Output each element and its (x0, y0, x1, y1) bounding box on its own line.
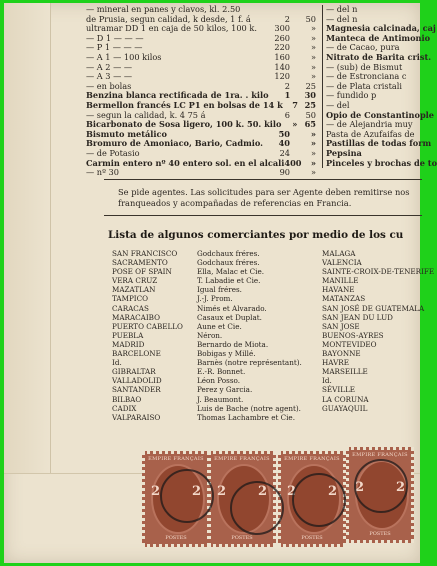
merchant-list-left (112, 249, 327, 422)
list-item: POSE OF SPAIN Ella, Malac et Cie. (112, 267, 265, 277)
postage-stamps (142, 451, 422, 551)
price-row: Bismuto metálico 50 » (86, 128, 316, 139)
list-item: Id. Barnès (notre représentant). (112, 358, 302, 368)
list-item: CADIX Luis de Bache (notre agent). (112, 403, 301, 413)
price-row: ultramar DD 1 en caja de 50 kilos, 100 k. 300 » (86, 23, 316, 34)
price-row: — segun la calidad, k. 4 75 á 6 50 (86, 109, 316, 120)
folded-edge (4, 3, 51, 473)
section-divider (104, 215, 422, 216)
list-item: BAYONNE (322, 349, 361, 359)
list-item: PUERTO CABELLO Aune et Cie. (112, 321, 242, 331)
price-row-right: Pastillas de todas form (326, 138, 432, 149)
list-item: MONTEVIDEO (322, 339, 377, 349)
price-row: Bermellon francés LC P1 en bolsas de 14 k 7 25 (86, 99, 316, 110)
price-row: Bromuro de Amoniaco, Bario, Cadmio. 40 » (86, 138, 316, 149)
price-row: Bicarbonato de Sosa ligero, 100 k. 50. kilo » 65 (86, 119, 316, 130)
price-row: de Prusia, segun calidad, k desde, 1 f. á 2 50 (86, 13, 316, 24)
price-row: — mineral en panes y clavos, kl. 2.50 (86, 4, 241, 14)
list-item: VERA CRUZ T. Labadie et Cie. (112, 276, 261, 286)
price-row: — nº 30 90 » (86, 167, 316, 178)
price-row-right: — del (326, 99, 350, 110)
price-row-right: — del n (326, 13, 358, 24)
list-item: SAN JOSE (322, 321, 360, 331)
list-item: HAVANE (322, 285, 355, 295)
list-item: CARACAS Nimés et Alvarado. (112, 303, 267, 313)
price-row-right: Opio de Constantinople (326, 109, 434, 120)
postmark-cancel (354, 459, 408, 513)
list-item: MALAGA (322, 249, 356, 258)
price-row-right: Pasta de Azufaifas de (326, 128, 415, 139)
postage-stamp: EMPIRE FRANÇAIS 2 2 POSTES (208, 451, 276, 547)
list-item: BUENOS-AYRES (322, 330, 384, 340)
price-row: Benzina blanca rectificada de 1ra. . kilo 1 30 (86, 90, 316, 101)
price-row-right: — (sub) de Bismut (326, 61, 403, 72)
price-row: — A 2 — — 140 » (86, 61, 316, 72)
list-item: MATANZAS (322, 294, 366, 304)
list-item: MARSEILLE (322, 367, 368, 377)
price-row: — A 3 — — 120 » (86, 71, 316, 82)
price-row: — P 1 — — — 220 » (86, 42, 316, 53)
list-item: BARCELONE Bobigas y Millé. (112, 349, 256, 359)
agent-notice: Se pide agentes. Las solicitudes para ser Agente deben remitirse nos franqueados y acompañadas de referencias en Francia. (118, 187, 410, 208)
list-item: MANILLE (322, 276, 359, 286)
list-item: HAVRE (322, 358, 349, 368)
list-item: MADRID Bernardo de Miota. (112, 339, 269, 349)
list-item: VALLADOLID Léon Posso. (112, 376, 241, 386)
postmark-cancel (160, 469, 214, 523)
merchant-list-title: Lista de algunos comerciantes por medio de los cu (108, 229, 404, 241)
list-item: GUAYAQUIL (322, 403, 368, 413)
price-row-right: — de Cacao, pura (326, 42, 400, 53)
price-row-right: Magnesia calcinada, caj (326, 23, 436, 34)
price-row-right: — de Plata cristali (326, 80, 402, 91)
merchant-list-right (322, 249, 435, 413)
section-divider (104, 179, 422, 180)
list-item: SAN JOSÉ DE GUATEMALA (322, 303, 425, 313)
price-row-right: Nitrato de Barita crist. (326, 51, 432, 62)
price-row-right: Manteca de Antimonio (326, 32, 431, 43)
list-item: SAN JEAN DU LUD (322, 312, 393, 322)
price-row: Carmin entero nº 40 entero sol. en el alcali 400 » (86, 157, 316, 168)
price-row: — A 1 — 100 kilos 160 » (86, 51, 316, 62)
price-row-right: — de Estronciana c (326, 71, 407, 82)
postage-stamp: EMPIRE FRANÇAIS 2 2 POSTES (346, 447, 414, 543)
price-row: — de Potasio 24 » (86, 147, 316, 158)
list-item: MAZATLAN Igual fréres. (112, 285, 242, 295)
list-item: LA CORUNA (322, 394, 369, 404)
list-item: TAMPICO J.-J. Prom. (112, 294, 233, 304)
price-row: — D 1 — — — 260 » (86, 32, 316, 43)
postmark-cancel (292, 473, 346, 527)
list-item: MARACAIBO Casaux et Duplat. (112, 312, 262, 322)
price-row-right: — de Alejandria muy (326, 119, 413, 130)
price-list-right (322, 4, 437, 168)
list-item: GIBRALTAR E.-R. Bonnet. (112, 367, 246, 377)
list-item: Id. (322, 376, 332, 386)
list-item: SAN FRANCISCO Godchaux fréres. (112, 249, 260, 258)
price-row-right: Pepsina (326, 147, 362, 158)
price-row: — en bolas 2 25 (86, 80, 316, 91)
list-item: SÉVILLE (322, 385, 355, 395)
document-page (4, 3, 437, 563)
price-row-right: — fundido p (326, 90, 377, 101)
list-item: VALENCIA (322, 258, 362, 268)
list-item: SANTANDER Perez y Garcia. (112, 385, 253, 395)
list-item: PUEBLA Néron. (112, 330, 223, 340)
postage-stamp: EMPIRE FRANÇAIS 2 2 POSTES (278, 451, 346, 547)
price-row-right: — del n (326, 4, 358, 14)
list-item: SAINTE-CROIX-DE-TENERIFE (322, 267, 435, 277)
list-item: VALPARAISO Thomas Lachambre et Cie. (112, 412, 295, 422)
postmark-cancel (230, 481, 284, 535)
list-item: SACRAMENTO Godchaux fréres. (112, 258, 260, 268)
postage-stamp: EMPIRE FRANÇAIS 2 2 POSTES (142, 451, 210, 547)
price-row-right: Pinceles y brochas de to (326, 157, 437, 168)
price-list-left (86, 5, 316, 178)
list-item: BILBAO J. Beaumont. (112, 394, 244, 404)
